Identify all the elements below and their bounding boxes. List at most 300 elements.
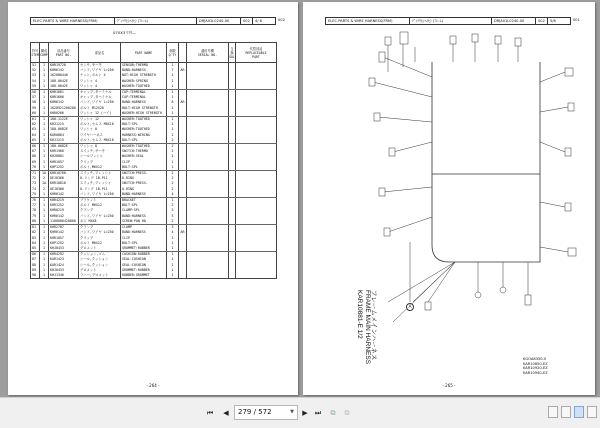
table-cell: 2	[40, 187, 49, 192]
table-cell: BAND:HARNESS	[121, 230, 167, 235]
table-cell: 2	[167, 181, 179, 186]
diagram-title: FRAME MAIN HARNESS	[364, 290, 371, 365]
table-cell: NUT:HIGH STRENGTH	[121, 73, 167, 78]
table-cell: 74	[31, 187, 40, 192]
table-cell: 180-0042E	[49, 84, 79, 90]
page-header	[30, 17, 276, 25]
table-cell: グロメット	[79, 246, 121, 252]
side-code: 002	[278, 18, 285, 22]
table-cell: UEJ0360	[49, 187, 79, 192]
table-cell: 2	[167, 144, 179, 150]
table-cell: 1	[40, 63, 49, 69]
table-cell: KHJ0881	[49, 154, 79, 159]
table-cell: 1	[167, 84, 179, 90]
table-cell: KHR0219	[49, 208, 79, 213]
table-cell: CLIP	[121, 160, 167, 165]
two-page-continuous-view-button[interactable]	[587, 406, 597, 418]
table-cell: 55	[31, 84, 40, 90]
table-cell: KHJ0433	[49, 268, 79, 273]
callout-a: A	[406, 303, 414, 311]
table-cell: バンド,ワイヤ L=250	[79, 100, 121, 105]
table-cell: 78	[31, 208, 40, 213]
table-cell: KAR0864	[49, 133, 79, 138]
table-cell: 62	[31, 122, 40, 127]
table-cell: KHJ1346	[49, 273, 79, 279]
page-number: - 265 -	[442, 383, 456, 388]
table-cell: 68	[31, 154, 40, 159]
table-cell: BOLT:SPL	[121, 122, 167, 127]
table-cell: BAND:HARNESS	[121, 192, 167, 198]
table-cell: シールワッシャ	[79, 154, 121, 159]
table-cell: ボルト,M6X12	[79, 165, 121, 171]
table-cell: 1A	[40, 181, 49, 186]
table-row	[31, 273, 277, 279]
table-cell: 180-0042E	[49, 79, 79, 84]
table-cell: 1	[40, 133, 49, 138]
table-cell: ワッシャ 8	[79, 127, 121, 132]
table-cell: 71	[31, 171, 40, 177]
table-cell: 87	[31, 257, 40, 262]
table-cell	[187, 273, 229, 279]
single-page-view-button[interactable]	[548, 406, 558, 418]
table-cell: WASHER:TOOTHED	[121, 84, 167, 90]
table-cell: バンド,ワイヤ L=250	[79, 192, 121, 198]
table-cell: 1	[167, 198, 179, 204]
table-cell: BOLT:SPL	[121, 138, 167, 144]
table-cell: 1	[40, 127, 49, 132]
table-cell: 1	[40, 214, 49, 219]
table-cell: BOLT:SPL	[121, 203, 167, 208]
table-cell: 1	[40, 79, 49, 84]
next-page-button[interactable]: ▶	[302, 409, 308, 417]
table-cell: ブラケット	[79, 198, 121, 204]
subtitle: 070X3 ﾜｲﾔ—	[113, 30, 136, 35]
table-cell: 1	[40, 165, 49, 171]
table-cell: 2	[40, 176, 49, 181]
table-cell: 1	[40, 111, 49, 117]
ref-code: KGOA8350-0	[523, 357, 547, 361]
table-cell: 4	[167, 230, 179, 235]
table-cell: KHR6142	[49, 68, 79, 73]
table-cell: 180-1122E	[49, 117, 79, 123]
table-cell: BRACKET	[121, 198, 167, 204]
page-number-input[interactable]	[234, 405, 298, 420]
table-cell: 58	[31, 100, 40, 105]
table-cell: SENSOR;THERMO	[121, 63, 167, 69]
table-cell: WASHER:SEAL	[121, 154, 167, 159]
table-cell: スイッチ,サーモ	[79, 149, 121, 154]
table-cell: KHJ1215	[49, 122, 79, 127]
side-code: 001	[573, 18, 580, 22]
table-cell: 1	[40, 219, 49, 225]
table-cell: 1	[40, 252, 49, 258]
table-cell: BAND:HARNESS	[121, 214, 167, 219]
table-cell: バンド,ワイヤ L=250	[79, 214, 121, 219]
table-cell: ワッシャ 12 (ハイ)	[79, 111, 121, 117]
column-header: 適用号機 SERIAL NO.	[187, 43, 229, 63]
table-cell: クランプ	[79, 208, 121, 213]
table-cell: 51	[31, 63, 40, 69]
table-cell: UEJ0360	[49, 176, 79, 181]
table-cell: 66	[31, 144, 40, 150]
table-cell: 7	[167, 68, 179, 73]
table-cell: 1	[40, 90, 49, 96]
table-cell: 1	[40, 117, 49, 123]
table-cell: HARNESS:WIRING	[121, 133, 167, 138]
version: 002	[536, 18, 548, 24]
table-cell: 1	[40, 154, 49, 159]
table-cell: 3	[167, 208, 179, 213]
catalog-code: DRJA01L0240-00	[492, 18, 536, 24]
table-cell: 5	[167, 214, 179, 219]
table-cell: KHR2787	[49, 225, 79, 231]
table-cell: KHR6142	[49, 214, 79, 219]
table-cell: スイッチ,プレッシャ	[79, 181, 121, 186]
first-page-button[interactable]: ⏮	[206, 409, 214, 417]
table-cell: 83	[31, 236, 40, 241]
table-cell: 1	[167, 106, 179, 111]
table-header	[31, 43, 277, 63]
diagram-title-jp: フレームメインハーネス	[370, 290, 377, 361]
table-cell: 2	[167, 138, 179, 144]
table-cell	[229, 273, 236, 279]
table-cell: 65	[31, 138, 40, 144]
column-header: 部品名	[79, 43, 121, 63]
table-cell: WASHER:TOOTHED	[121, 117, 167, 123]
table-cell: CAP:TERMINAL	[121, 90, 167, 96]
table-cell: 1	[40, 208, 49, 213]
table-cell: 1100000420000	[49, 219, 79, 225]
table-cell: 8	[167, 100, 179, 105]
table-cell: 69	[31, 160, 40, 165]
table-cell: 1A	[40, 171, 49, 177]
column-header: 交換 SOL	[229, 43, 236, 63]
table-cell: 73	[31, 181, 40, 186]
table-cell: SCREW:PAN HD	[121, 219, 167, 225]
column-header: 符号 ITEM	[31, 43, 40, 63]
two-page-view-button[interactable]	[574, 406, 584, 418]
column-header	[179, 43, 187, 63]
navigation-toolbar	[0, 397, 600, 428]
table-cell: 70	[31, 165, 40, 171]
table-cell: ボルト M12X20	[79, 106, 121, 111]
last-page-button[interactable]: ⏭	[314, 409, 322, 417]
table-cell: 4	[167, 192, 179, 198]
table-cell: 1	[40, 73, 49, 78]
paste-icon[interactable]: ⧉	[344, 409, 350, 417]
table-cell: KHR4219	[49, 198, 79, 204]
table-cell: KHR6142	[49, 192, 79, 198]
table-cell: 1	[40, 203, 49, 208]
table-cell: ワイヤハーネス	[79, 133, 121, 138]
table-cell: O-RING	[121, 176, 167, 181]
left-page	[8, 2, 298, 395]
table-cell: 90	[31, 273, 40, 279]
table-cell	[179, 273, 187, 279]
table-cell: 79	[31, 214, 40, 219]
table-cell: BAND:HARNESS	[121, 100, 167, 105]
table-cell: 1	[40, 263, 49, 268]
table-cell: WASHER:TOOTHED	[121, 127, 167, 132]
table-cell: ボルト,セムス M8X16	[79, 138, 121, 144]
table-cell: 180-0082E	[49, 127, 79, 132]
table-cell: KHR0266	[49, 111, 79, 117]
table-cell: 60	[31, 111, 40, 117]
table-cell: 72	[31, 176, 40, 181]
right-page	[303, 2, 595, 395]
table-cell: センサ,サーモ	[79, 63, 121, 69]
table-cell: SEAL:CUSHION	[121, 257, 167, 262]
table-cell: CLIP	[121, 236, 167, 241]
table-cell: GROMMET:RUBBER	[121, 268, 167, 273]
sheet-page: 4/ 6	[255, 19, 262, 23]
table-cell: クッション,ゴム	[79, 252, 121, 258]
table-cell: 1020921200200	[49, 106, 79, 111]
table-cell: 1	[40, 225, 49, 231]
table-cell: 64	[31, 133, 40, 138]
chevron-down-icon[interactable]: ▼	[290, 409, 294, 415]
table-cell: 1	[40, 246, 49, 252]
table-cell: 1	[40, 100, 49, 105]
table-cell: 1	[167, 79, 179, 84]
table-cell: 1	[40, 160, 49, 165]
table-cell: KHR10810	[49, 181, 79, 186]
table-cell: 1	[167, 257, 179, 262]
sheet-page: 5/6	[550, 19, 556, 23]
table-cell: WASHER:HIGH STRENGTH	[121, 111, 167, 117]
table-cell: KHR1252	[49, 203, 79, 208]
table-cell: キャップ,ターミナル	[79, 90, 121, 96]
table-cell: 1	[167, 246, 179, 252]
table-cell: 81	[31, 225, 40, 231]
section-title: ELEC.PARTS & WIRE HARNESS(FRM)	[326, 18, 410, 24]
table-cell: AR	[179, 68, 187, 73]
ref-code: KAR10920-EZ	[523, 366, 548, 371]
table-cell: 1	[40, 144, 49, 150]
table-cell: 86	[31, 252, 40, 258]
table-cell: クリップ	[79, 160, 121, 165]
table-cell: ネジ M4X8	[79, 219, 121, 225]
table-cell: KHR6142	[49, 230, 79, 235]
table-cell: 67	[31, 149, 40, 154]
table-cell: KHR1606	[49, 95, 79, 100]
table-cell: 82	[31, 230, 40, 235]
table-cell: KHJ1215	[49, 138, 79, 144]
table-cell: 1	[167, 95, 179, 100]
table-cell: バンド,ワイヤ L=250	[79, 68, 121, 73]
table-cell: KHR10760	[49, 171, 79, 177]
table-cell: 54	[31, 79, 40, 84]
table-cell: 180-0082E	[49, 144, 79, 150]
table-cell: CAP:TERMINAL	[121, 95, 167, 100]
table-cell: 76	[31, 198, 40, 204]
table-cell: スイッチ,プレッシャ	[79, 171, 121, 177]
table-cell: 80	[31, 219, 40, 225]
table-cell: CUSHION:RUBBER	[121, 252, 167, 258]
table-cell: 77	[31, 203, 40, 208]
table-cell: 1	[40, 122, 49, 127]
table-cell: 1	[40, 138, 49, 144]
table-cell: シール,クッション	[79, 257, 121, 262]
table-cell: KAR1424	[49, 263, 79, 268]
column-header: 構成 COMP	[40, 43, 49, 63]
table-cell: 1	[167, 263, 179, 268]
reference-codes	[523, 357, 548, 375]
column-header: 代替部品 REPLACEABLE PART	[236, 43, 277, 63]
section-title: ELEC.PARTS & WIRE HARNESS(FRM)	[31, 18, 115, 24]
table-cell: 1	[167, 273, 179, 279]
table-cell: 1	[40, 68, 49, 73]
section-title-jp: ﾃﾞﾝｿｳﾋﾝﾊｲｾﾝ (ﾌﾚｰﾑ)	[115, 18, 197, 24]
table-cell: 1	[40, 230, 49, 235]
table-cell: KHR1057	[49, 236, 79, 241]
table-cell: 56	[31, 90, 40, 96]
table-cell: 1	[167, 122, 179, 127]
table-cell: BOLT:SPL	[121, 165, 167, 171]
table-cell: 89	[31, 268, 40, 273]
table-cell: BAND:HARNESS	[121, 68, 167, 73]
table-cell: 1	[40, 95, 49, 100]
table-cell: 1	[40, 236, 49, 241]
table-cell: BOLT:SPL	[121, 241, 167, 246]
table-cell: GROMMET:RUBBER	[121, 246, 167, 252]
table-cell: 2	[167, 219, 179, 225]
table-cell: ボルト,セムス M8X16	[79, 122, 121, 127]
section-title-jp: ﾃﾞﾝｿｳﾋﾝﾊｲｾﾝ (ﾌﾚｰﾑ)	[410, 18, 492, 24]
table-cell: 1	[40, 106, 49, 111]
table-cell: 1	[167, 90, 179, 96]
copy-icon[interactable]: ⧉	[330, 409, 336, 417]
table-cell: キャップ,ターミナル	[79, 95, 121, 100]
table-cell: 1	[167, 154, 179, 159]
ref-code: KAR10940-EZ	[523, 370, 548, 375]
harness-diagram	[303, 2, 595, 395]
table-cell: ボルト M6X12	[79, 203, 121, 208]
table-cell: KHJ0433	[49, 246, 79, 252]
table-cell: AR	[179, 230, 187, 235]
table-cell: 2	[167, 171, 179, 177]
table-cell: ラバー,グロメット	[79, 273, 121, 279]
table-cell: 1	[40, 198, 49, 204]
table-cell: SWITCH:THERMO	[121, 149, 167, 154]
table-cell: CLAMP	[121, 225, 167, 231]
main-trunk	[432, 62, 540, 262]
table-cell: 75	[31, 192, 40, 198]
previous-page-button[interactable]: ◀	[223, 409, 229, 417]
table-cell: 1	[167, 127, 179, 132]
table-cell: 2	[167, 187, 179, 192]
table-cell: 84	[31, 241, 40, 246]
table-cell: 1	[40, 149, 49, 154]
table-cell: シール,クッション	[79, 263, 121, 268]
table-cell: 1	[167, 117, 179, 123]
table-cell: 1	[40, 268, 49, 273]
table-cell: 1	[40, 241, 49, 246]
table-cell: グロメット	[79, 268, 121, 273]
table-cell	[236, 273, 277, 279]
table-cell: 1	[40, 192, 49, 198]
table-cell: WASHER:SPRING	[121, 79, 167, 84]
table-cell: KHR1661	[49, 90, 79, 96]
table-cell: バンド,ワイヤ L=250	[79, 230, 121, 235]
table-cell: 59	[31, 106, 40, 111]
table-cell: 2	[167, 176, 179, 181]
ref-code: KAR10850-EZ	[523, 361, 548, 366]
table-cell: 1	[167, 133, 179, 138]
table-cell: O-リング 1B-P11	[79, 176, 121, 181]
table-cell: ワッシャ 4	[79, 84, 121, 90]
table-cell: 57	[31, 95, 40, 100]
diagram-code: KAR10881-E 1/2	[356, 290, 363, 339]
table-cell: 52	[31, 68, 40, 73]
table-cell: SWITCH:PRESS.	[121, 171, 167, 177]
table-cell: KHR19720	[49, 63, 79, 69]
column-header: PART NAME	[121, 43, 167, 63]
table-cell: KHP1252	[49, 241, 79, 246]
table-cell: CLAMP:SPL	[121, 208, 167, 213]
table-cell: O-リング 1B-P11	[79, 187, 121, 192]
table-cell: 1	[167, 111, 179, 117]
page-number: - 264 -	[146, 383, 160, 388]
table-cell: ボルト M6X12	[79, 241, 121, 246]
continuous-view-button[interactable]	[561, 406, 571, 418]
table-cell: WASHER:TOOTHED	[121, 144, 167, 150]
connectors	[369, 32, 576, 310]
catalog-code: DRJA01L0240-00	[197, 18, 241, 24]
table-cell: 88	[31, 263, 40, 268]
table-cell: 2	[167, 203, 179, 208]
table-cell: 63	[31, 127, 40, 132]
table-cell: 1	[167, 252, 179, 258]
table-cell: AR	[179, 100, 187, 105]
page-indicator: 279 / 572	[238, 408, 272, 416]
table-cell: 1	[167, 149, 179, 154]
version: 002	[241, 18, 253, 24]
table-cell: クランプ	[79, 225, 121, 231]
table-cell: 53	[31, 73, 40, 78]
table-cell: O-RING	[121, 187, 167, 192]
table-cell: 1	[40, 273, 49, 279]
table-cell: 1	[167, 236, 179, 241]
table-cell: BOLT:HIGH STRENGTH	[121, 106, 167, 111]
table-cell: ナット,ボルト 4	[79, 73, 121, 78]
table-cell: KHP1252	[49, 165, 79, 171]
table-cell: 1	[167, 73, 179, 78]
table-cell: KHR1960	[49, 149, 79, 154]
table-cell: 3	[167, 225, 179, 231]
table-cell: ワッシャ 4	[79, 79, 121, 84]
table-cell: 1	[40, 257, 49, 262]
branches	[373, 37, 568, 322]
table-cell: 162080440	[49, 73, 79, 78]
table-cell: クリップ	[79, 236, 121, 241]
table-cell: 1	[167, 268, 179, 273]
parts-table	[30, 42, 277, 279]
table-cell: SEAL:CUSHION	[121, 263, 167, 268]
table-cell: 61	[31, 117, 40, 123]
table-cell: KAR1423	[49, 257, 79, 262]
table-cell: 1	[167, 165, 179, 171]
table-cell: ワッシャ 8	[79, 144, 121, 150]
table-cell: KHR4292	[49, 252, 79, 258]
table-cell: 1	[167, 241, 179, 246]
table-cell: 1	[167, 160, 179, 165]
table-cell: KHR1057	[49, 160, 79, 165]
column-header: 部品番号 PART NO.	[49, 43, 79, 63]
table-cell: KHR6142	[49, 100, 79, 105]
table-cell: 1	[40, 84, 49, 90]
table-cell: RUBBER:GROMMET	[121, 273, 167, 279]
